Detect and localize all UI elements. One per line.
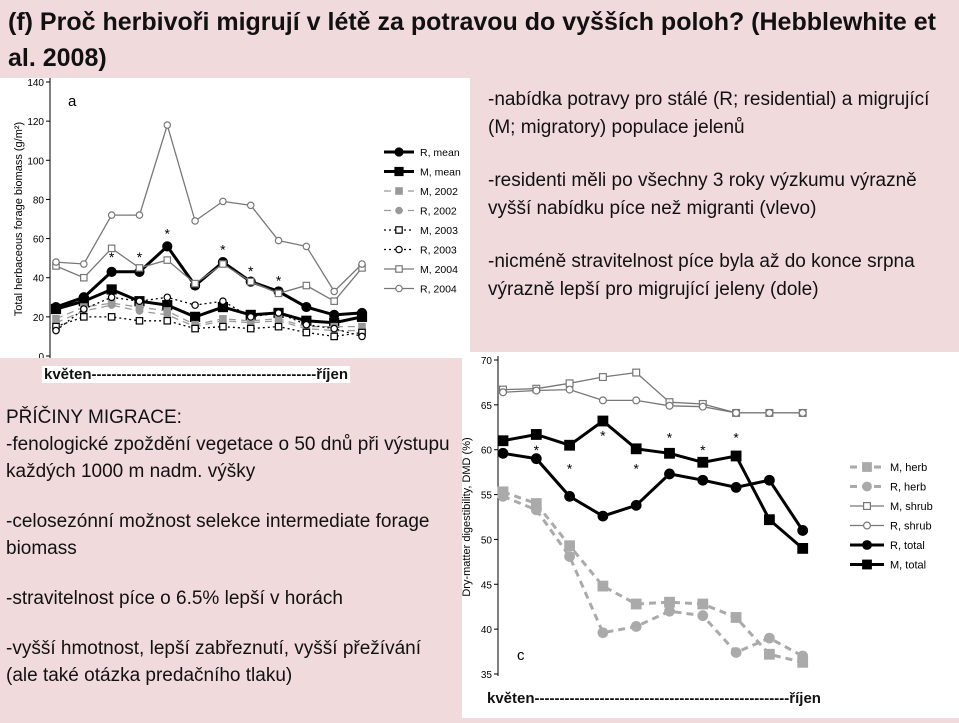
chart-c-legend-label-m-total: M, total [890, 559, 927, 572]
chart-c-point-r-herb-1 [498, 492, 508, 502]
chart-a-legend-marker-m-2003 [396, 227, 402, 233]
chart-a-significance-asterisk-6: * [275, 272, 282, 289]
chart-a-legend-marker-r-2004 [396, 285, 402, 291]
chart-a-point-m-mean-6 [191, 312, 200, 321]
chart-a-point-m-2003-8 [248, 325, 254, 331]
chart-c-legend-label-m-shrub: M, shrub [890, 501, 933, 513]
chart-c-legend-label-r-shrub: R, shrub [890, 520, 932, 533]
chart-a-significance-asterisk-4: * [220, 241, 226, 258]
chart-c-point-m-total-8 [731, 451, 741, 461]
chart-a-y-tick-label-40: 40 [32, 273, 44, 285]
chart-c-point-r-total-4 [598, 511, 608, 521]
chart-a-point-r-2003-10 [303, 321, 309, 327]
right-text-item-1: -nabídka potravy pro stálé (R; residential) a migrující (M; migratory) populace jelenů [488, 89, 930, 138]
chart-a-point-m-2004-9 [275, 290, 281, 296]
chart-a-point-r-mean-5 [163, 242, 172, 251]
chart-c-point-r-total-9 [765, 475, 775, 485]
page-title: (f) Proč herbivoři migrují v létě za potravou do vyšších poloh? (Hebblewhite et al. 2008) [8, 8, 936, 72]
chart-a-point-r-2003-2 [81, 306, 87, 312]
chart-c-point-m-herb-5 [631, 599, 641, 609]
chart-a-legend-marker-r-2003 [396, 246, 402, 252]
chart-c-series-m-shrub [500, 369, 806, 416]
chart-c-point-m-shrub-4 [600, 374, 607, 381]
chart-c-panel-label: c [517, 647, 525, 664]
chart-a-legend-entry-r-2003 [384, 245, 457, 257]
chart-a-point-r-2004-6 [192, 218, 198, 224]
chart-c-point-r-shrub-9 [766, 410, 773, 417]
chart-a-line-m-mean [56, 290, 362, 323]
chart-a-legend-entry-m-2003 [384, 225, 458, 237]
chart-c-point-r-total-3 [565, 492, 575, 502]
right-text-item-2: -residenti měli po všechny 3 roky výzkumu výrazně vyšší nabídku píce než migranti (vlevo) [488, 170, 917, 219]
chart-c-legend-entry-m-herb [850, 462, 927, 474]
chart-a-point-r-2003-11 [331, 325, 337, 331]
chart-c-y-tick-label-55: 55 [480, 490, 492, 502]
chart-c-point-r-total-7 [698, 475, 708, 485]
chart-c-legend-entry-r-shrub [850, 521, 932, 533]
cause-item-1: -fenologické zpoždění vegetace o 50 dnů při výstupu každých 1000 m nadm. výšky [6, 434, 450, 482]
chart-a-series-m-2002 [53, 300, 365, 330]
chart-a-legend-entry-r-mean [384, 147, 460, 159]
chart-c-point-r-shrub-3 [566, 386, 573, 393]
chart-a-legend-label-m-mean: M, mean [420, 166, 461, 179]
chart-a-y-axis-label: Total herbaceous forage biomass (g/m²) [13, 121, 25, 317]
chart-c-point-r-herb-3 [565, 552, 575, 562]
chart-c-series-r-shrub [500, 386, 806, 416]
chart-a-point-r-2004-1 [53, 259, 59, 265]
chart-a-point-m-2004-4 [136, 265, 142, 271]
chart-a-panel [0, 78, 470, 358]
cause-item-2: -celosezónní možnost selekce intermediate forage biomass [6, 511, 430, 559]
chart-c-point-m-herb-3 [565, 541, 575, 551]
chart-c-point-r-herb-10 [798, 651, 808, 661]
chart-c-line-m-herb [503, 492, 803, 662]
chart-a-point-m-2003-6 [192, 325, 198, 331]
chart-c-point-r-total-10 [798, 526, 808, 536]
chart-c-point-r-total-1 [498, 449, 508, 459]
chart-a-significance-asterisk-5: * [248, 262, 254, 279]
chart-a-legend-label-r-2004: R, 2004 [420, 283, 457, 296]
chart-a-y-tick-label-0: 0 [38, 352, 44, 358]
chart-a-point-r-2003-5 [164, 294, 170, 300]
chart-c-point-m-total-2 [532, 430, 542, 440]
chart-a-point-r-2004-4 [136, 212, 142, 218]
chart-a-point-r-mean-3 [107, 267, 116, 276]
chart-c-point-r-total-8 [731, 483, 741, 493]
chart-c-digestibility [462, 352, 959, 718]
chart-c-point-r-shrub-2 [533, 387, 540, 394]
chart-c-significance-asterisk-2: * [566, 460, 573, 477]
chart-c-point-m-total-3 [565, 440, 575, 450]
right-text-item-3: -nicméně stravitelnost píce byla až do konce srpna výrazně lepší pro migrující jeleny (dole) [488, 251, 915, 300]
chart-c-y-tick-label-35: 35 [480, 670, 492, 681]
chart-a-legend-marker-r-mean [395, 148, 403, 156]
chart-a-legend-label-r-2003: R, 2003 [420, 244, 457, 257]
chart-c-point-m-total-6 [665, 449, 675, 459]
chart-a-legend-label-m-2002: M, 2002 [420, 186, 458, 198]
chart-a-significance-asterisk-1: * [108, 249, 115, 266]
chart-a-legend-marker-r-2002 [396, 207, 402, 213]
chart-c-point-r-herb-6 [665, 606, 675, 616]
chart-c-significance-asterisk-7: * [733, 429, 739, 446]
chart-c-y-tick-label-50: 50 [480, 535, 492, 547]
chart-a-point-r-2004-8 [248, 202, 254, 208]
chart-c-point-r-total-6 [665, 469, 675, 479]
chart-a-point-m-2004-8 [248, 278, 254, 284]
chart-a-y-tick-label-80: 80 [32, 195, 44, 207]
chart-c-y-tick-label-70: 70 [480, 356, 492, 367]
chart-a-legend-entry-r-2002 [384, 206, 457, 218]
chart-c-legend-entry-r-herb [850, 482, 926, 494]
chart-c-legend-entry-r-total [850, 540, 925, 552]
chart-a-point-m-2004-7 [220, 261, 226, 267]
chart-a-point-m-2003-7 [220, 323, 226, 329]
chart-a-point-r-2003-4 [136, 298, 142, 304]
chart-c-point-r-shrub-6 [666, 402, 673, 409]
chart-c-point-r-shrub-8 [733, 410, 740, 417]
chart-c-point-m-herb-8 [731, 613, 741, 623]
chart-a-point-r-2004-2 [81, 261, 87, 267]
chart-a-point-m-2003-5 [164, 318, 170, 324]
causes-heading: PŘÍČINY MIGRACE: [6, 407, 182, 428]
chart-a-legend-entry-m-mean [384, 167, 461, 179]
chart-a-line-r-2004 [56, 125, 362, 291]
chart-a-y-tick-label-60: 60 [32, 234, 44, 246]
chart-c-point-r-herb-8 [731, 648, 741, 658]
chart-c-legend-label-r-herb: R, herb [890, 481, 927, 494]
chart-a-point-r-2004-3 [108, 212, 114, 218]
cause-item-4: -vyšší hmotnost, lepší zabřeznutí, vyšší přežívání (ale také otázka predačního tlaku) [6, 638, 421, 686]
chart-a-point-r-2002-3 [108, 302, 114, 308]
chart-c-point-r-total-5 [631, 501, 641, 511]
chart-c-line-r-herb [503, 496, 803, 656]
chart-a-y-tick-label-140: 140 [27, 78, 44, 89]
chart-c-legend-marker-r-herb [863, 482, 872, 491]
chart-c-significance-asterisk-6: * [700, 441, 706, 458]
chart-a-point-r-2004-12 [359, 261, 365, 267]
chart-a-series-r-2004 [53, 122, 365, 295]
chart-c-series-m-total [498, 416, 807, 553]
chart-a-legend-label-m-2003: M, 2003 [420, 225, 458, 237]
chart-c-point-m-total-5 [631, 444, 641, 454]
chart-a-legend-label-m-2004: M, 2004 [420, 264, 458, 276]
right-text-block [488, 86, 958, 329]
chart-c-legend-marker-m-herb [863, 463, 872, 472]
chart-c-point-m-total-1 [498, 436, 508, 446]
chart-a-legend-marker-m-mean [395, 168, 403, 176]
chart-c-point-r-shrub-7 [699, 403, 706, 410]
chart-a-point-r-2003-7 [220, 298, 226, 304]
chart-c-y-tick-label-65: 65 [480, 400, 492, 412]
chart-c-point-m-herb-9 [765, 649, 775, 659]
chart-c-point-m-herb-4 [598, 581, 608, 591]
chart-c-line-r-shrub [503, 390, 803, 413]
chart-c-legend-entry-m-total [850, 560, 926, 572]
chart-a-biomass [0, 78, 470, 358]
chart-c-panel [462, 352, 959, 718]
chart-a-point-r-2003-6 [192, 302, 198, 308]
chart-a-point-m-mean-3 [107, 285, 116, 294]
chart-c-point-m-herb-6 [665, 597, 675, 607]
chart-c-point-r-shrub-1 [500, 389, 507, 396]
chart-a-point-r-2003-1 [53, 327, 59, 333]
chart-a-point-r-2004-10 [303, 243, 309, 249]
chart-a-point-m-2003-9 [275, 323, 281, 329]
chart-c-legend-marker-m-total [863, 560, 872, 569]
chart-c-point-m-total-4 [598, 416, 608, 426]
chart-a-point-r-2003-8 [248, 314, 254, 320]
chart-c-point-r-herb-5 [631, 622, 641, 632]
chart-a-point-r-2003-9 [275, 310, 281, 316]
chart-a-significance-asterisk-2: * [136, 249, 143, 266]
chart-c-significance-asterisk-4: * [633, 460, 639, 477]
chart-a-panel-label: a [68, 93, 77, 110]
chart-a-legend-entry-m-2002 [384, 186, 458, 198]
chart-a-point-m-2003-11 [331, 333, 337, 339]
chart-c-significance-asterisk-1: * [533, 441, 540, 458]
month-axis-a: květen---------------------------------------------říjen [44, 366, 348, 383]
chart-c-y-axis-label: Dry-matter digestibility, DMD (%) [462, 437, 473, 597]
chart-c-legend-label-r-total: R, total [890, 540, 925, 552]
chart-a-point-m-2004-5 [164, 257, 170, 263]
chart-c-line-m-total [503, 421, 803, 548]
chart-c-y-tick-label-60: 60 [480, 445, 492, 457]
chart-a-point-m-2004-6 [192, 280, 198, 286]
chart-c-point-r-herb-2 [532, 505, 542, 515]
chart-a-y-tick-label-100: 100 [27, 156, 44, 168]
chart-c-point-m-total-7 [698, 457, 708, 467]
chart-a-point-r-2004-9 [275, 237, 281, 243]
chart-a-legend-label-r-mean: R, mean [420, 147, 460, 159]
chart-a-point-m-2003-4 [136, 318, 142, 324]
chart-c-point-m-herb-7 [698, 599, 708, 609]
chart-c-legend-marker-r-total [863, 541, 872, 550]
chart-a-point-r-2003-3 [108, 294, 114, 300]
chart-a-significance-asterisk-3: * [164, 225, 170, 242]
chart-c-point-m-total-10 [798, 544, 808, 554]
chart-a-point-m-mean-1 [52, 305, 61, 314]
chart-a-y-tick-label-20: 20 [32, 312, 44, 324]
chart-c-line-m-shrub [503, 373, 803, 413]
chart-a-legend-entry-m-2004 [384, 264, 458, 276]
chart-a-legend-label-r-2002: R, 2002 [420, 205, 457, 218]
chart-c-series-m-herb [498, 487, 807, 667]
chart-a-y-tick-label-120: 120 [27, 117, 44, 129]
chart-a-series-m-mean [52, 285, 367, 327]
month-axis-c: květen---------------------------------------------------říjen [487, 690, 821, 707]
chart-a-point-m-2003-3 [108, 314, 114, 320]
chart-a-point-r-2004-7 [220, 198, 226, 204]
chart-c-legend-marker-m-shrub [864, 503, 871, 510]
chart-a-point-m-mean-12 [358, 312, 367, 321]
chart-c-significance-asterisk-5: * [666, 429, 673, 446]
chart-c-point-r-herb-9 [765, 633, 775, 643]
chart-c-point-m-shrub-5 [633, 369, 640, 376]
chart-a-point-m-2004-10 [303, 282, 309, 288]
chart-c-y-tick-label-40: 40 [480, 625, 492, 637]
chart-c-legend-label-m-herb: M, herb [890, 462, 928, 474]
chart-c-point-r-shrub-4 [600, 397, 607, 404]
chart-a-point-m-2004-11 [331, 298, 337, 304]
chart-a-point-m-2003-10 [303, 329, 309, 335]
chart-c-point-r-shrub-5 [633, 397, 640, 404]
chart-c-point-r-herb-7 [698, 611, 708, 621]
chart-a-point-r-2003-12 [359, 333, 365, 339]
chart-c-significance-asterisk-3: * [600, 427, 606, 444]
chart-a-point-r-2004-5 [164, 122, 170, 128]
chart-a-series-r-2002 [53, 302, 365, 334]
chart-c-point-m-total-9 [765, 515, 775, 525]
chart-a-legend-marker-m-2002 [396, 188, 402, 194]
chart-a-point-m-2003-2 [81, 314, 87, 320]
chart-c-y-tick-label-45: 45 [480, 580, 492, 592]
chart-a-legend-entry-r-2004 [384, 284, 457, 296]
chart-c-point-r-herb-4 [598, 628, 608, 638]
chart-a-point-m-2004-2 [81, 275, 87, 281]
chart-c-legend-marker-r-shrub [864, 522, 871, 529]
chart-a-series-r-mean [52, 242, 367, 320]
chart-a-point-r-2002-4 [136, 308, 142, 314]
chart-a-point-r-mean-10 [302, 303, 311, 312]
chart-c-legend-entry-m-shrub [850, 501, 933, 513]
chart-a-line-r-2003 [56, 297, 362, 336]
chart-c-series-r-herb [498, 492, 807, 661]
left-text-block [6, 404, 456, 712]
chart-a-legend-marker-m-2004 [396, 266, 402, 272]
chart-a-point-r-2004-11 [331, 288, 337, 294]
cause-item-3: -stravitelnost píce o 6.5% lepší v horách [6, 588, 343, 609]
chart-c-point-r-shrub-10 [799, 410, 806, 417]
